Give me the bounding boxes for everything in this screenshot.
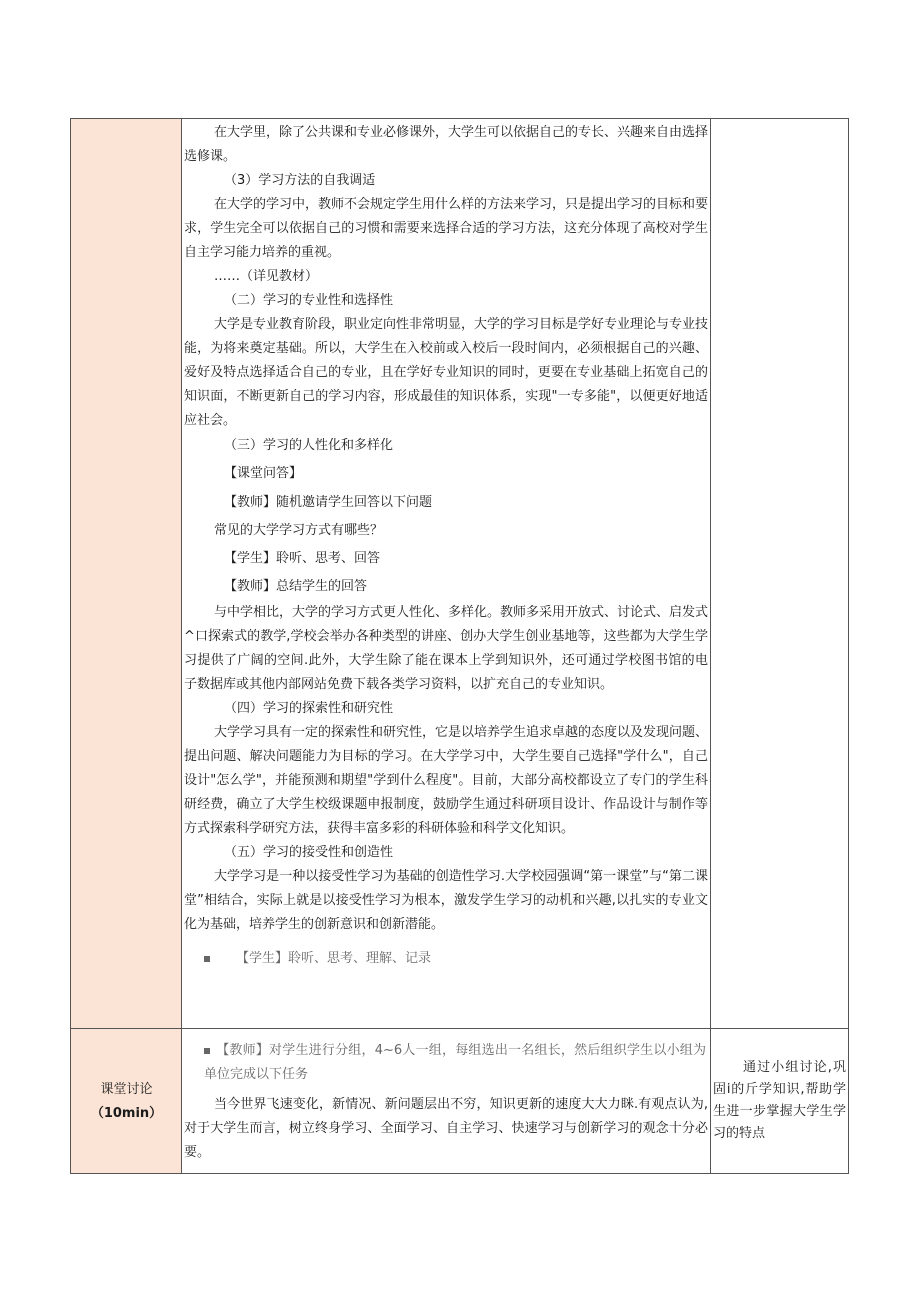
content-cell xyxy=(182,119,711,1028)
paragraph: 大学学习是一种以接受性学习为基础的创造性学习.大学校园强调“第一课堂”与“第二课堂”相结合，实际上就是以接受性学习为根本，激发学生学习的动机和兴趣,以扎实的专业文化为基础，培养学生的创新意识和创新潜能。 xyxy=(184,869,708,932)
student-note-text: 【学生】聆听、思考、理解、记录 xyxy=(236,951,432,966)
teacher-note xyxy=(184,1039,708,1087)
student-note xyxy=(184,947,708,971)
bullet-icon xyxy=(204,1048,210,1054)
row-label-cell xyxy=(71,1029,182,1173)
purpose-cell xyxy=(711,119,848,1028)
table-row-content xyxy=(71,119,848,1029)
paragraph: 【学生】聆听、思考、回答 xyxy=(224,551,381,566)
table-row-discussion xyxy=(71,1029,848,1173)
paragraph: 与中学相比，大学的学习方式更人性化、多样化。教师多采用开放式、讨论式、启发式^口探索式的教学,学校会举办各种类型的讲座、创办大学生创业基地等，这些都为大学生学习提供了广阔的空间.此外，大学生除了能在课本上学到知识外，还可通过学校图书馆的电子数据库或其他内部网站免费下载各类学习资料，以扩充自己的专业知识。 xyxy=(184,605,709,692)
paragraph: 大学是专业教育阶段，职业定向性非常明显，大学的学习目标是学好专业理论与专业技能，为将来奠定基础。所以，大学生在入校前或入校后一段时间内，必须根据自己的兴趣、爱好及特点选择适合自己的专业，且在学好专业知识的同时，更要在专业基础上拓宽自己的知识面，不断更新自己的学习内容，形成最佳的知识体系，实现"一专多能"，以便更好地适应社会。 xyxy=(184,317,709,428)
purpose-cell xyxy=(711,1029,848,1173)
paragraph: 【教师】随机邀请学生回答以下问题 xyxy=(224,495,433,510)
paragraph: ……（详见教材） xyxy=(214,269,319,284)
paragraph: 【课堂问答】 xyxy=(224,466,303,481)
paragraph: 【教师】总结学生的回答 xyxy=(224,579,368,594)
subheading: （二）学习的专业性和选择性 xyxy=(224,293,394,308)
subheading: （三）学习的人性化和多样化 xyxy=(224,438,394,453)
content-cell xyxy=(182,1029,711,1173)
lesson-table xyxy=(70,118,849,1174)
row-label-cell xyxy=(71,119,182,1028)
paragraph: 在大学的学习中，教师不会规定学生用什么样的方法来学习，只是提出学习的目标和要求，学生完全可以依据自己的习惯和需要来选择合适的学习方法，这充分体现了高校对学生自主学习能力培养的重视。 xyxy=(184,197,709,260)
paragraph: 大学学习具有一定的探索性和研究性，它是以培养学生追求卓越的态度以及发现问题、提出问题、解决问题能力为目标的学习。在大学学习中，大学生要自己选择"学什么"，自己设计"怎么学"，并能预测和期望"学到什么程度"。目前，大部分高校都设立了专门的学生科研经费，确立了大学生校级课题申报制度，鼓励学生通过科研项目设计、作品设计与制作等方式探索科学研究方法，获得丰富多彩的科研体验和科学文化知识。 xyxy=(184,725,709,836)
paragraph: 常见的大学学习方式有哪些？ xyxy=(214,523,384,538)
purpose-text: 通过小组讨论,巩固i的斤学知识,帮助学生进一步掌握大学生学习的特点 xyxy=(713,1060,846,1141)
row-label: 课堂讨论 xyxy=(100,1082,153,1097)
paragraph: 在大学里，除了公共课和专业必修课外，大学生可以依据自己的专长、兴趣来自由选择选修课。 xyxy=(184,125,709,164)
subheading: （3）学习方法的自我调适 xyxy=(224,173,376,188)
row-duration: （10min） xyxy=(90,1106,163,1121)
subheading: （五）学习的接受性和创造性 xyxy=(224,845,394,860)
subheading: （四）学习的探索性和研究性 xyxy=(224,701,394,716)
paragraph: 当今世界飞速变化，新情况、新问题层出不穷，知识更新的速度大大力眯.有观点认为,对于大学生而言，树立终身学习、全面学习、自主学习、快速学习与创新学习的观念十分必要。 xyxy=(184,1097,708,1160)
teacher-note-text: 【教师】对学生进行分组，4~6人一组，每组选出一名组长，然后组织学生以小组为单位完成以下任务 xyxy=(204,1043,706,1082)
bullet-icon xyxy=(204,956,210,962)
